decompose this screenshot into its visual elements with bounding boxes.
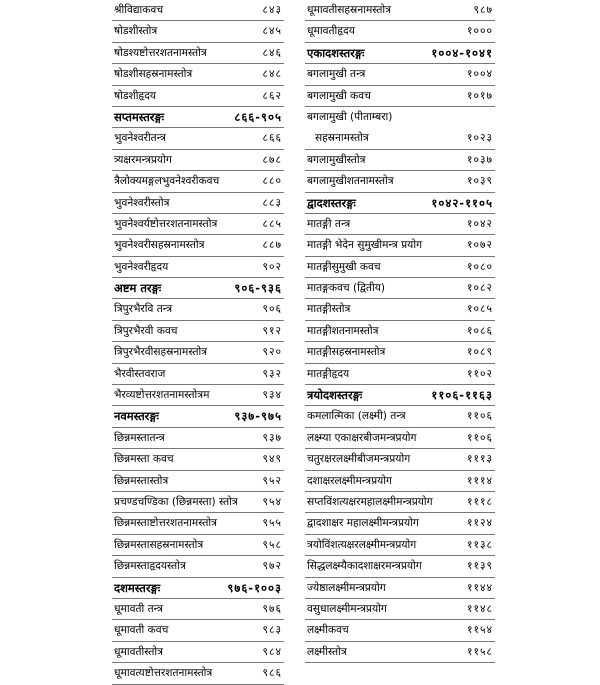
- toc-entry: [305, 214, 495, 235]
- section-heading: [305, 385, 495, 406]
- entry-title: सहस्रनामस्तोत्र: [315, 132, 369, 145]
- entry-page-number: १०२३: [466, 132, 493, 145]
- toc-entry: [112, 492, 284, 513]
- entry-title: मातङ्गकवच (द्वितीय): [307, 282, 385, 295]
- entry-title: बगलामुखी तन्त्र: [307, 68, 366, 81]
- entry-title: षोडश्यष्टोत्तरशतनामस्तोत्र: [114, 46, 207, 59]
- right-column: [305, 0, 495, 663]
- entry-page-number: ९८३: [262, 624, 282, 637]
- entry-page-number: ८४५: [262, 25, 282, 38]
- entry-title: षोडशीहृदय: [114, 89, 157, 102]
- entry-title: छिन्नमस्ताष्टोत्तरशतनामस्तोत्र: [114, 517, 217, 530]
- entry-title: प्रचण्डचण्डिका (छिन्नमस्ता) स्तोत्र: [114, 495, 238, 508]
- entry-page-number: १०७२: [466, 239, 493, 252]
- entry-page-number: १०१७: [466, 89, 493, 102]
- entry-page-number: ११०२: [466, 367, 493, 380]
- entry-page-number: ९५८: [262, 538, 282, 551]
- entry-page-number: १०३७: [466, 153, 493, 166]
- entry-page-number: ८६२: [262, 89, 282, 102]
- entry-title: मातङ्गीस्तोत्र: [307, 303, 351, 316]
- entry-title: छिन्नमस्तासहस्रनामस्तोत्र: [114, 538, 204, 551]
- entry-title: द्वादशाक्षर महालक्ष्मीमन्त्रप्रयोग: [307, 517, 419, 530]
- entry-title: श्रीविद्याकवच: [114, 4, 164, 16]
- entry-page-number: ९०६: [262, 303, 282, 316]
- toc-entry: [305, 535, 495, 556]
- toc-entry: [112, 620, 284, 641]
- entry-title: भुवनेश्वरीसहस्रनामस्तोत्र: [114, 239, 205, 252]
- entry-page-number: ११५४: [466, 624, 493, 637]
- entry-title: मातङ्गीहृदय: [307, 367, 350, 380]
- toc-entry: [112, 321, 284, 342]
- entry-title: त्रिपुरभैरवीसहस्रनामस्तोत्र: [114, 346, 208, 359]
- entry-title: अष्टम तरङ्गः: [114, 281, 162, 296]
- entry-page-number: ९७६: [262, 602, 282, 615]
- toc-entry: [112, 599, 284, 620]
- entry-page-number: ८८०: [262, 175, 282, 188]
- entry-page-number: ११०६: [466, 431, 493, 444]
- entry-page-number: ९३४: [262, 389, 282, 402]
- entry-title: चतुरक्षरलक्ष्मीबीजमन्त्रप्रयोग: [307, 453, 411, 466]
- entry-title: भैरव्यष्टोत्तरशतनामस्तोत्रम: [114, 389, 210, 402]
- entry-title: धूमावतीहृदय: [307, 25, 355, 38]
- section-heading: [112, 578, 284, 599]
- toc-entry: [305, 0, 495, 21]
- toc-entry: [112, 235, 284, 256]
- entry-title: छिन्नमस्ताहृदयस्तोत्र: [114, 560, 186, 573]
- entry-page-number: ९१२: [262, 324, 282, 337]
- entry-title: लक्ष्म्या एकाक्षरबीजमन्त्रप्रयोग: [307, 431, 417, 444]
- entry-page-number: १०८०: [466, 260, 493, 273]
- entry-title: लक्ष्मीस्तोत्र: [307, 645, 347, 658]
- entry-page-number: ११३८: [466, 538, 493, 551]
- entry-title: मातङ्गीसुमुखी कवच: [307, 260, 381, 273]
- entry-page-number: ९०२: [262, 260, 282, 273]
- entry-page-number: ११५८: [466, 645, 493, 658]
- entry-title: छिन्नमस्तास्तोत्र: [114, 474, 169, 487]
- entry-page-number: १०८२: [466, 282, 493, 295]
- section-heading: [112, 107, 284, 128]
- entry-page-number: ११०६-११६३: [431, 388, 493, 403]
- entry-page-number: १०८६: [466, 324, 493, 337]
- entry-title: धूमावती कवच: [114, 624, 169, 637]
- entry-page-number: ९८६: [262, 667, 282, 680]
- section-heading: [112, 406, 284, 427]
- entry-title: छिन्नमस्ता कवच: [114, 453, 174, 466]
- entry-page-number: ९३२: [262, 367, 282, 380]
- toc-entry: [112, 64, 284, 85]
- entry-page-number: १०४२-११०५: [431, 195, 493, 210]
- entry-title: धूमावती तन्त्र: [114, 602, 163, 615]
- entry-title: लक्ष्मीकवच: [307, 624, 349, 637]
- entry-page-number: १०८५: [466, 303, 493, 316]
- entry-title: द्वादशस्तरङ्गः: [307, 195, 356, 210]
- entry-title: मातङ्गी भेदेन सुमुखीमन्त्र प्रयोग: [307, 239, 423, 252]
- entry-page-number: १००४-१०४१: [431, 45, 493, 60]
- entry-page-number: ८४३: [262, 4, 282, 16]
- entry-title: त्रयोविंशत्यक्षरलक्ष्मीमन्त्रप्रयोग: [307, 538, 417, 551]
- entry-page-number: १००४: [466, 68, 493, 81]
- toc-entry: [305, 64, 495, 85]
- toc-entry: [112, 449, 284, 470]
- entry-page-number: ११३९: [466, 560, 493, 573]
- entry-title: वसुधालक्ष्मीमन्त्रप्रयोग: [307, 602, 387, 615]
- section-heading: [305, 43, 495, 64]
- entry-page-number: ११४४: [466, 581, 493, 594]
- entry-page-number: ८४८: [262, 68, 282, 81]
- entry-page-number: ९५४: [262, 495, 282, 508]
- entry-page-number: १११४: [466, 474, 493, 487]
- left-column: [112, 0, 284, 685]
- entry-page-number: १०८९: [466, 346, 493, 359]
- toc-entry: [305, 556, 495, 577]
- toc-entry: [305, 257, 495, 278]
- toc-entry: [305, 428, 495, 449]
- entry-title: सप्तविंशत्यक्षरमहालक्ष्मीमन्त्रप्रयोग: [307, 495, 433, 508]
- toc-entry: [112, 535, 284, 556]
- entry-page-number: ८८७: [262, 239, 282, 252]
- toc-entry: [112, 428, 284, 449]
- entry-title: षोडशीस्तोत्र: [114, 25, 158, 38]
- entry-page-number: १०४२: [466, 217, 493, 230]
- entry-page-number: ११४८: [466, 602, 493, 615]
- toc-entry: [305, 471, 495, 492]
- toc-entry: [305, 171, 495, 192]
- entry-title: बगलामुखी (पीताम्बरा): [307, 110, 393, 123]
- toc-entry: [305, 107, 495, 128]
- toc-entry: [305, 578, 495, 599]
- entry-page-number: ९३७-९७५: [234, 409, 282, 424]
- toc-entry: [112, 342, 284, 363]
- entry-page-number: ९५२: [262, 474, 282, 487]
- entry-title: कमलात्मिका (लक्ष्मी) तन्त्र: [307, 410, 406, 423]
- toc-entry: [112, 43, 284, 64]
- entry-title: बगलामुखीस्तोत्र: [307, 153, 366, 166]
- entry-page-number: १११८: [466, 495, 493, 508]
- entry-title: त्रैलोक्यमङ्गलभुवनेश्वरीकवच: [114, 175, 220, 188]
- toc-entry: [305, 150, 495, 171]
- toc-entry: [305, 599, 495, 620]
- toc-entry: [112, 150, 284, 171]
- toc-entry: [305, 321, 495, 342]
- entry-page-number: १०३९: [466, 175, 493, 188]
- entry-title: त्रिपुरभैरवि तन्त्र: [114, 303, 173, 316]
- entry-page-number: ८७८: [262, 153, 282, 166]
- toc-entry: [305, 21, 495, 42]
- toc-entry: [112, 257, 284, 278]
- entry-title: धूमावत्यष्टोत्तरशतनामस्तोत्र: [114, 667, 213, 680]
- toc-entry: [112, 663, 284, 684]
- toc-entry: [305, 364, 495, 385]
- entry-title: बगलामुखी कवच: [307, 89, 371, 102]
- toc-entry: [305, 86, 495, 107]
- entry-page-number: ८४६: [262, 46, 282, 59]
- entry-title: भुवनेश्वरीस्तोत्र: [114, 196, 170, 209]
- toc-entry: [112, 556, 284, 577]
- toc-entry: [112, 364, 284, 385]
- entry-title: दशाक्षरलक्ष्मीमन्त्रप्रयोग: [307, 474, 392, 487]
- toc-entry: [112, 214, 284, 235]
- entry-page-number: १०००: [466, 25, 493, 38]
- toc-entry: [112, 642, 284, 663]
- section-heading: [305, 193, 495, 214]
- entry-page-number: ८६६-९०५: [234, 109, 282, 124]
- entry-page-number: ८८५: [262, 217, 282, 230]
- entry-page-number: ९४९: [262, 453, 282, 466]
- entry-title: सिद्धलक्ष्म्यैकादशाक्षरमन्त्रप्रयोग: [307, 560, 422, 573]
- entry-title: षोडशीसहस्रनामस्तोत्र: [114, 68, 193, 81]
- entry-title: ज्येष्ठालक्ष्मीमन्त्रप्रयोग: [307, 581, 386, 594]
- entry-title: त्र्यक्षरमन्त्रप्रयोग: [114, 153, 172, 166]
- toc-entry: [112, 385, 284, 406]
- entry-page-number: ११२४: [466, 517, 493, 530]
- entry-page-number: ९८४: [262, 645, 282, 658]
- toc-entry: [112, 471, 284, 492]
- toc-entry: [112, 513, 284, 534]
- entry-title: भुवनेश्वरीहृदय: [114, 260, 169, 273]
- entry-page-number: ९२०: [262, 346, 282, 359]
- toc-entry: [305, 449, 495, 470]
- toc-entry: [305, 342, 495, 363]
- toc-entry: [305, 128, 495, 149]
- entry-page-number: ९७२: [262, 560, 282, 573]
- entry-title: सप्तमस्तरङ्गः: [114, 109, 165, 124]
- toc-entry: [305, 620, 495, 641]
- entry-title: नवमस्तरङ्गः: [114, 409, 159, 424]
- entry-page-number: ८८३: [262, 196, 282, 209]
- toc-entry: [112, 86, 284, 107]
- toc-entry: [112, 21, 284, 42]
- toc-entry: [305, 406, 495, 427]
- entry-page-number: ९०६-९३६: [234, 281, 282, 296]
- entry-title: मातङ्गीसहस्रनामस्तोत्र: [307, 346, 386, 359]
- entry-page-number: ९७६-१००३: [227, 580, 282, 595]
- toc-entry: [112, 128, 284, 149]
- entry-title: धूमावतीसहस्रनामस्तोत्र: [307, 4, 392, 16]
- toc-entry: [112, 171, 284, 192]
- entry-page-number: ९३७: [262, 431, 282, 444]
- toc-entry: [305, 642, 495, 663]
- entry-title: भैरवीस्तवराज: [114, 367, 166, 380]
- entry-title: दशमस्तरङ्गः: [114, 580, 161, 595]
- entry-page-number: १११३: [466, 453, 493, 466]
- section-heading: [112, 278, 284, 299]
- entry-title: त्रिपुरभैरवी कवच: [114, 324, 178, 337]
- toc-entry: [305, 299, 495, 320]
- toc-entry: [305, 278, 495, 299]
- entry-page-number: ९५५: [262, 517, 282, 530]
- toc-entry: [305, 492, 495, 513]
- entry-title: मातङ्गी तन्त्र: [307, 217, 351, 230]
- entry-title: भुवनेश्वर्यष्टोत्तरशतनामस्तोत्र: [114, 217, 218, 230]
- toc-entry: [305, 513, 495, 534]
- entry-page-number: ११०६: [466, 410, 493, 423]
- entry-page-number: ९८७: [473, 4, 493, 16]
- toc-entry: [305, 235, 495, 256]
- entry-title: मातङ्गीशतनामस्तोत्र: [307, 324, 379, 337]
- entry-page-number: ८६६: [262, 132, 282, 145]
- entry-title: छिन्नमस्तातन्त्र: [114, 431, 165, 444]
- toc-entry: [112, 193, 284, 214]
- entry-title: त्रयोदशस्तरङ्गः: [307, 388, 363, 403]
- entry-title: धूमावतीस्तोत्र: [114, 645, 164, 658]
- toc-entry: [112, 299, 284, 320]
- entry-title: भुवनेश्वरीतन्त्र: [114, 132, 167, 145]
- entry-title: एकादशस्तरङ्गः: [307, 45, 365, 60]
- toc-entry: [112, 0, 284, 21]
- entry-title: बगलामुखीशतनामस्तोत्र: [307, 175, 394, 188]
